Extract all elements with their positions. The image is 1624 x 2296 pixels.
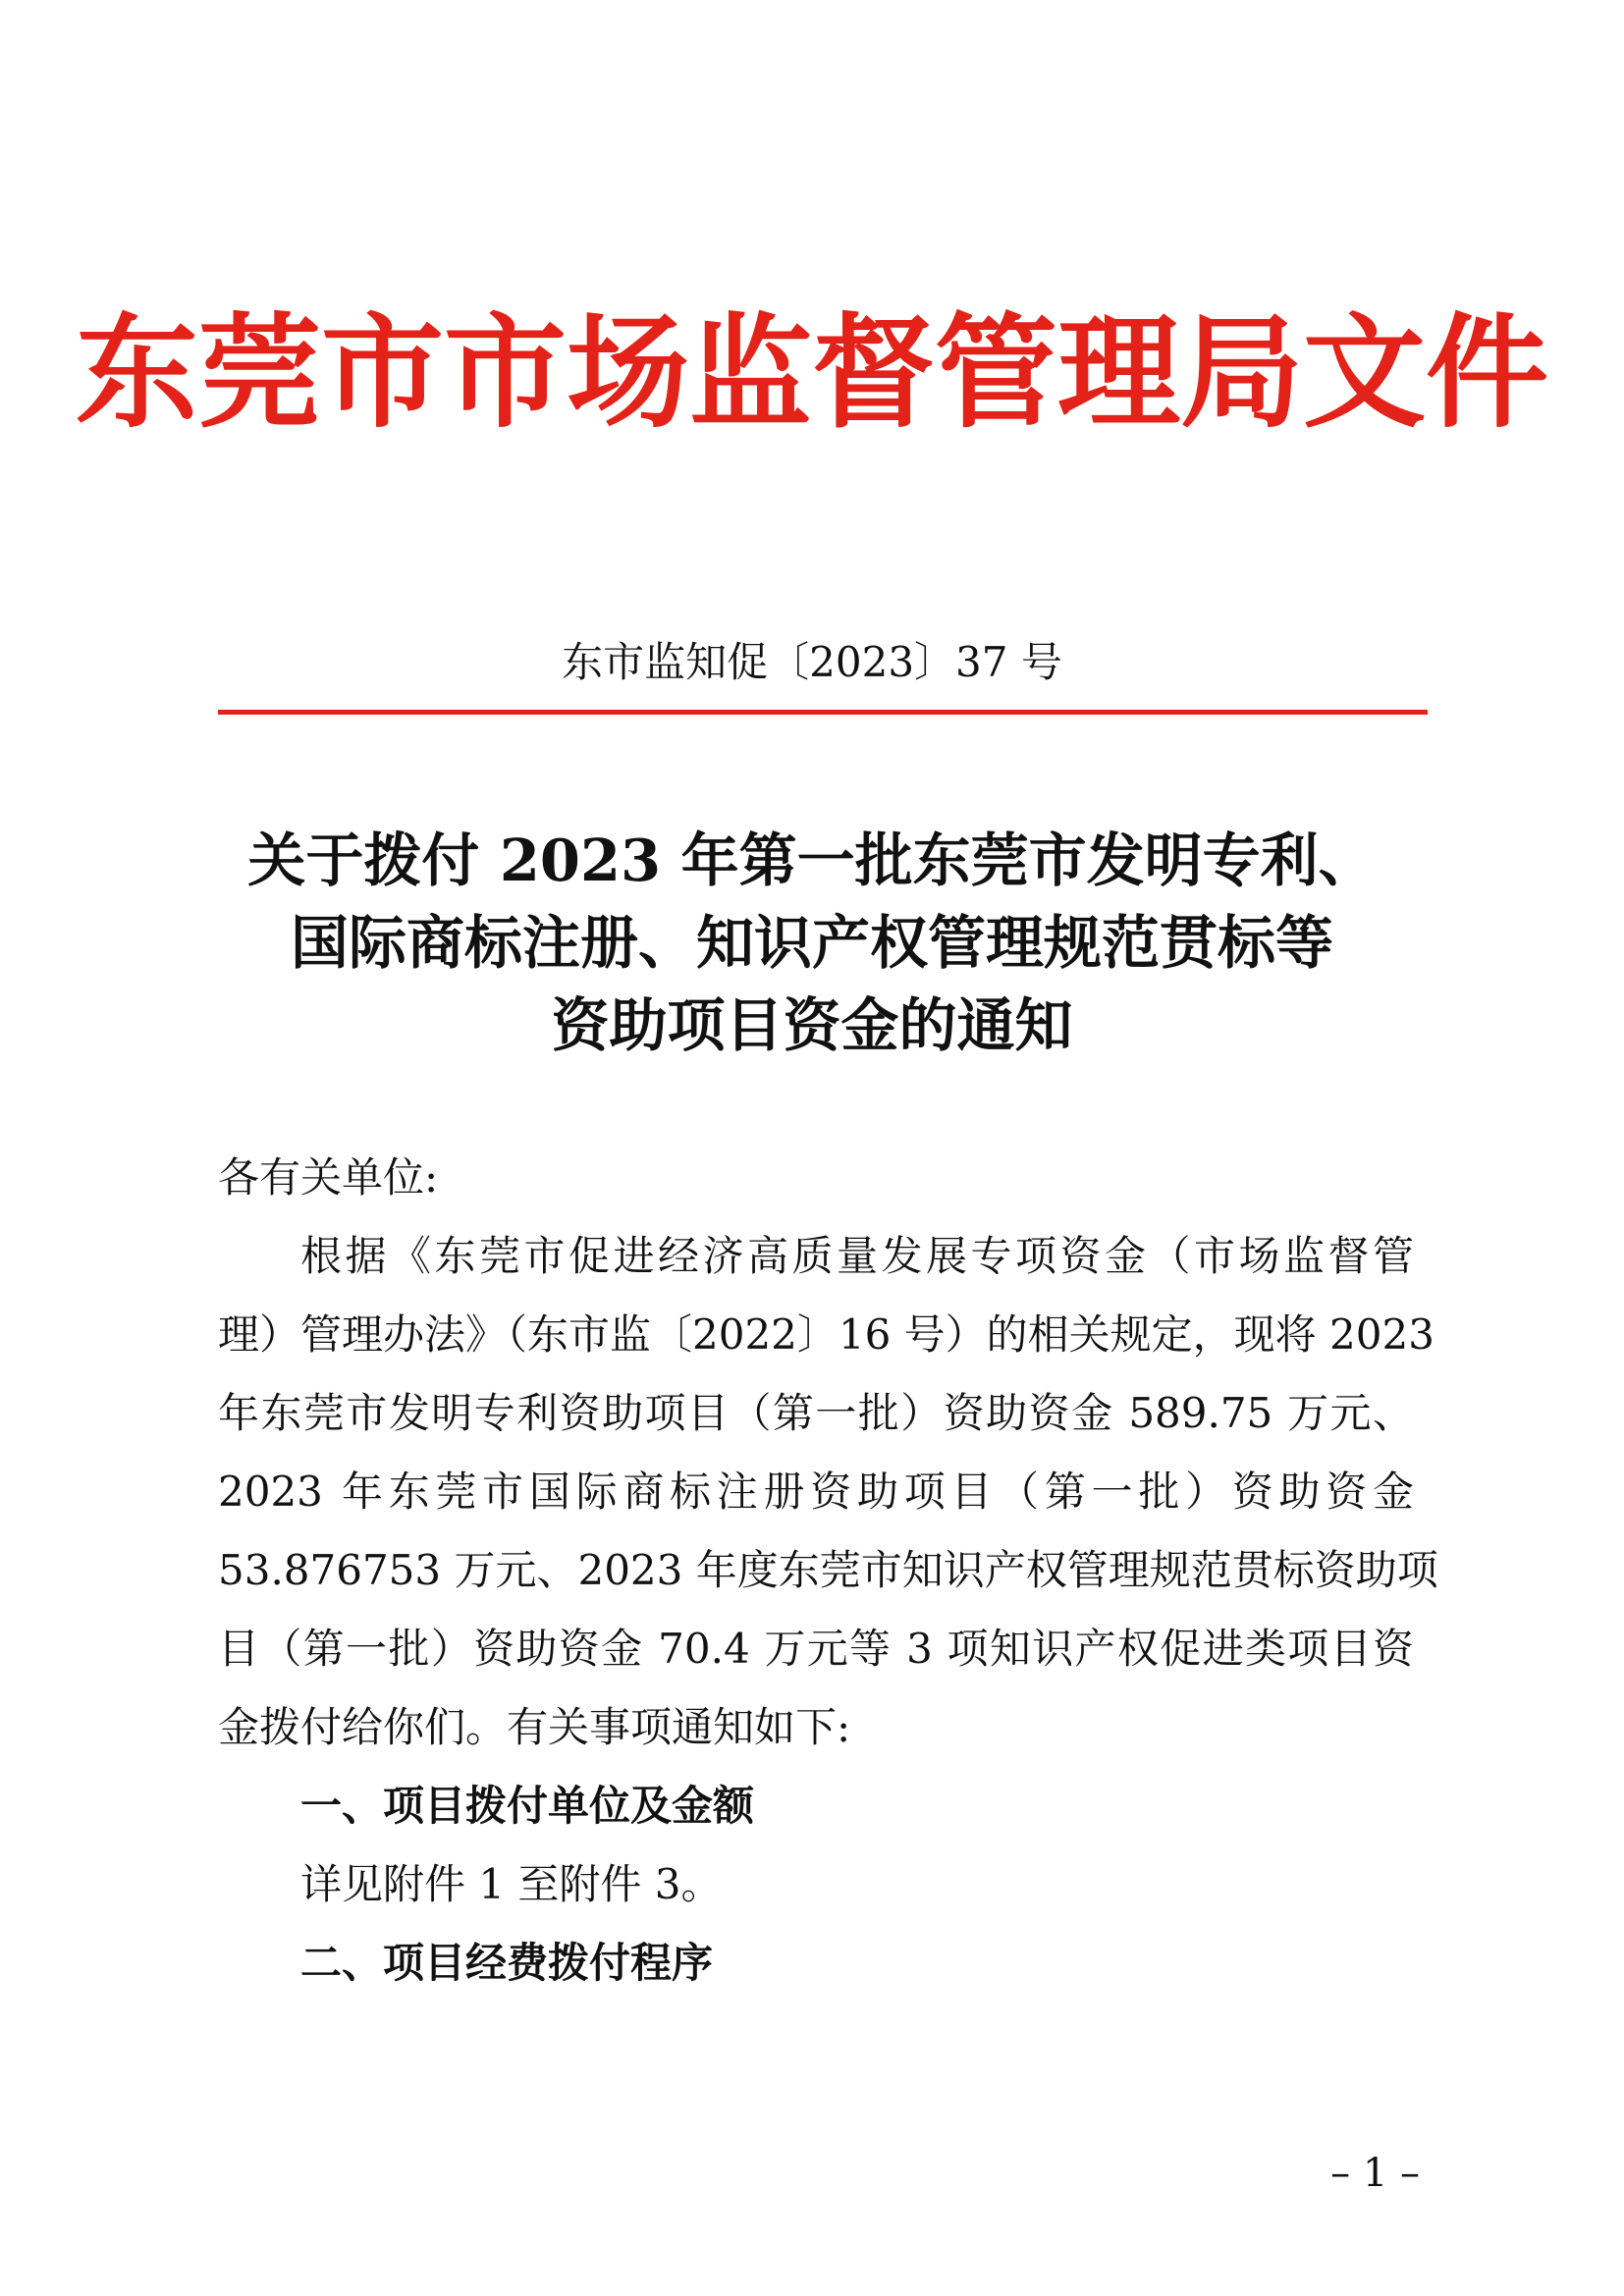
section-1-heading: 一、项目拨付单位及金额 xyxy=(300,1782,755,1830)
body-paragraph-line-6: 目（第一批）资助资金 70.4 万元等 3 项知识产权促进类项目资 xyxy=(218,1625,1414,1673)
section-2-heading: 二、项目经费拨付程序 xyxy=(300,1939,714,1987)
body-paragraph-line-7: 金拨付给你们。有关事项通知如下: xyxy=(218,1703,851,1751)
document-title xyxy=(0,820,1624,1067)
red-divider-line xyxy=(218,710,1428,715)
body-paragraph-line-2: 理）管理办法》（东市监〔2022〕16 号）的相关规定，现将 2023 xyxy=(218,1310,1435,1359)
body-paragraph-line-1: 根据《东莞市促进经济高质量发展专项资金（市场监督管 xyxy=(300,1232,1414,1280)
salutation: 各有关单位: xyxy=(218,1153,439,1201)
title-line-3: 资助项目资金的通知 xyxy=(551,991,1073,1059)
section-1-text: 详见附件 1 至附件 3。 xyxy=(300,1860,723,1908)
body-paragraph-line-3: 年东莞市发明专利资助项目（第一批）资助资金 589.75 万元、 xyxy=(218,1389,1414,1437)
document-number: 东市监知促〔2023〕37 号 xyxy=(562,638,1062,686)
body-paragraph-line-4: 2023 年东莞市国际商标注册资助项目（第一批）资助资金 xyxy=(218,1468,1414,1516)
title-line-2: 国际商标注册、知识产权管理规范贯标等 xyxy=(290,909,1333,977)
title-line-1: 关于拨付 2023 年第一批东莞市发明专利、 xyxy=(247,827,1377,894)
body-paragraph-line-5: 53.876753 万元、2023 年度东莞市知识产权管理规范贯标资助项 xyxy=(218,1546,1438,1594)
document-masthead: 东莞市市场监督管理局文件 xyxy=(76,301,1548,445)
page-number: – 1 – xyxy=(1330,2151,1420,2196)
